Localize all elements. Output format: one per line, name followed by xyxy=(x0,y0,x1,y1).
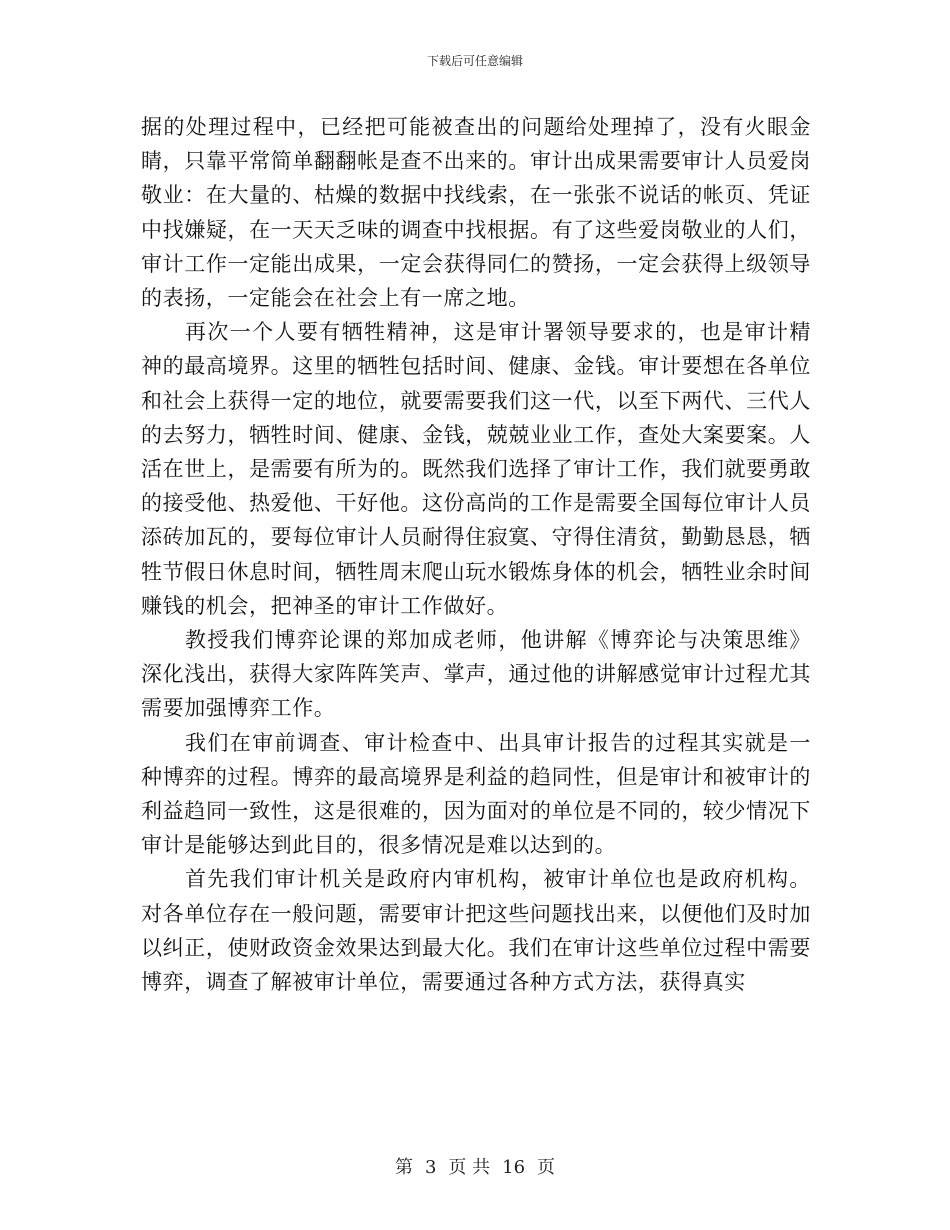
footer-suffix: 页 xyxy=(537,1157,556,1178)
page-total: 16 xyxy=(502,1157,526,1178)
paragraph-internal-audit: 首先我们审计机关是政府内审机构，被审计单位也是政府机构。对各单位存在一般问题，需要审计把这些问题找出来，以便他们及时加以纠正，使财政资金效果达到最大化。我们在审计这些单位过程中需要博弈，调查了解被审计单位，需要通过各种方式方法，获得真实 xyxy=(141,867,811,995)
footer-prefix: 第 xyxy=(394,1157,413,1178)
paragraph-continuation: 据的处理过程中，已经把可能被查出的问题给处理掉了，没有火眼金睛，只靠平常简单翻翻帐是查不出来的。审计出成果需要审计人员爱岗敬业：在大量的、枯燥的数据中找线索，在一张张不说话的帐页、凭证中找嫌疑，在一天天乏味的调查中找根据。有了这些爱岗敬业的人们，审计工作一定能出成果，一定会获得同仁的赞扬，一定会获得上级领导的表扬，一定能会在社会上有一席之地。 xyxy=(141,115,811,311)
footer-middle: 页 共 xyxy=(448,1157,491,1178)
page-footer xyxy=(0,1153,950,1179)
document-body xyxy=(141,110,811,999)
page-header: 下载后可任意编辑 xyxy=(426,54,523,68)
paragraph-sacrifice: 再次一个人要有牺牲精神，这是审计署领导要求的，也是审计精神的最高境界。这里的牺牲包括时间、健康、金钱。审计要想在各单位和社会上获得一定的地位，就要需要我们这一代，以至下两代、三代人的去努力，牺牲时间、健康、金钱，兢兢业业工作，查处大案要案。人活在世上，是需要有所为的。既然我们选择了审计工作，我们就要勇敢的接受他、热爱他、干好他。这份高尚的工作是需要全国每位审计人员添砖加瓦的，要每位审计人员耐得住寂寞、守得住清贫，勤勤恳恳，牺牲节假日休息时间，牺牲周末爬山玩水锻炼身体的机会，牺牲业余时间赚钱的机会，把神圣的审计工作做好。 xyxy=(141,320,811,618)
paragraph-game-theory-course: 教授我们博弈论课的郑加成老师，他讲解《博弈论与决策思维》深化浅出，获得大家阵阵笑声、掌声，通过他的讲解感觉审计过程尤其需要加强博弈工作。 xyxy=(141,628,811,721)
paragraph-game-process: 我们在审前调查、审计检查中、出具审计报告的过程其实就是一种博弈的过程。博弈的最高境界是利益的趋同性，但是审计和被审计的利益趋同一致性，这是很难的，因为面对的单位是不同的，较少情况下审计是能够达到此目的，很多情况是难以达到的。 xyxy=(141,730,811,858)
page-number: 3 xyxy=(424,1157,437,1178)
